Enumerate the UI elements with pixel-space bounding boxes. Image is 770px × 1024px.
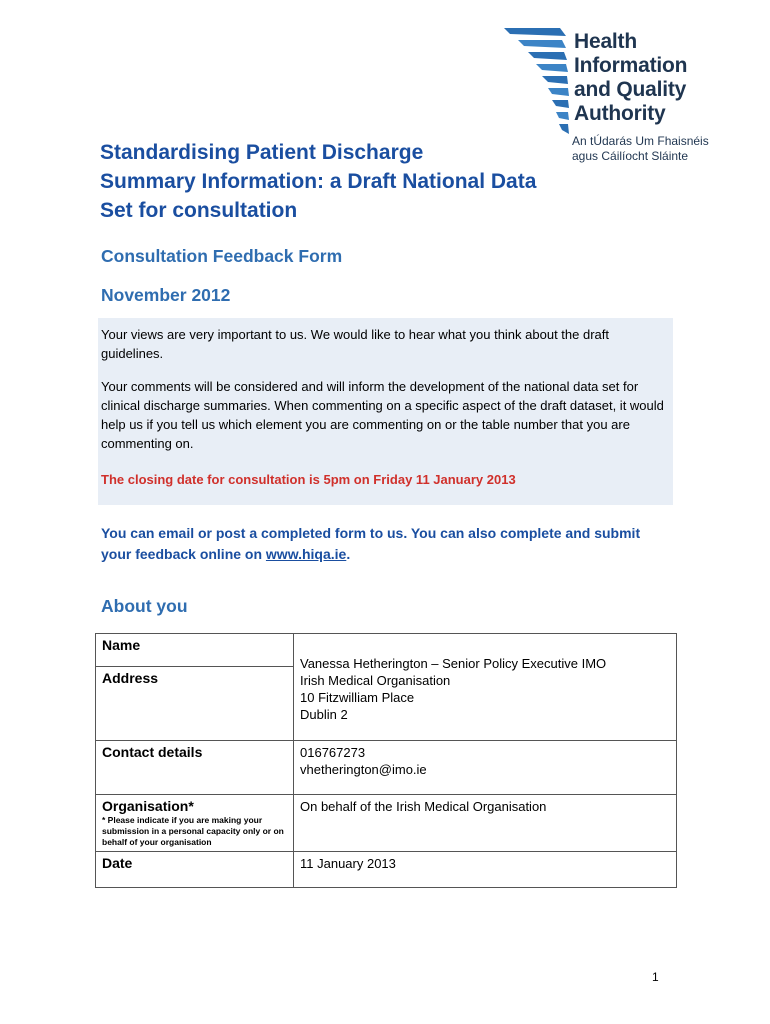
subheading: Consultation Feedback Form <box>101 246 343 266</box>
table-row <box>96 852 677 888</box>
date-heading: November 2012 <box>101 285 231 305</box>
organisation-label-cell <box>96 795 294 852</box>
address-label: Address <box>96 667 294 741</box>
closing-date-notice: The closing date for consultation is 5pm on Friday 11 January 2013 <box>101 472 516 487</box>
title-line: Set for consultation <box>100 199 298 222</box>
logo-swoosh-icon <box>500 24 575 149</box>
table-row <box>96 741 677 795</box>
logo-text-line: and Quality <box>574 78 687 101</box>
name-label: Name <box>96 634 294 667</box>
submit-instructions <box>101 523 661 565</box>
organisation-note: * Please indicate if you are making your submission in a personal capacity only or on behalf of your organisation <box>102 815 284 847</box>
contact-line: 016767273 <box>300 745 366 760</box>
address-line: Vanessa Hetherington – Senior Policy Executive IMO <box>300 656 607 671</box>
table-row <box>96 634 677 667</box>
submit-text: You can email or post a completed form to us. You can also complete and submit your feedback online on <box>101 525 641 562</box>
logo-irish-line: An tÚdarás Um Fhaisnéis <box>572 134 709 148</box>
table-row <box>96 795 677 852</box>
contact-line: vhetherington@imo.ie <box>300 762 427 777</box>
contact-details-field[interactable] <box>294 741 677 795</box>
about-you-table <box>95 633 677 888</box>
logo-irish-line: agus Cáilíocht Sláinte <box>572 149 689 163</box>
logo-text-line: Information <box>574 54 688 77</box>
address-field[interactable] <box>294 634 677 741</box>
title-line: Standardising Patient Discharge <box>100 141 424 164</box>
address-line: Irish Medical Organisation <box>300 673 451 688</box>
about-heading: About you <box>101 596 188 616</box>
submit-end: . <box>346 546 351 562</box>
document-title <box>100 138 660 225</box>
hiqa-website-link[interactable]: www.hiqa.ie <box>265 546 347 562</box>
address-line: Dublin 2 <box>300 707 348 722</box>
organisation-label: Organisation* <box>102 798 194 814</box>
logo-text-line: Authority <box>574 102 666 125</box>
organisation-field[interactable]: On behalf of the Irish Medical Organisation <box>294 795 677 852</box>
page-number: 1 <box>652 970 659 984</box>
address-line: 10 Fitzwilliam Place <box>300 690 415 705</box>
intro-paragraph-2: Your comments will be considered and will inform the development of the national data set for clinical discharge summaries. When commenting on a specific aspect of the draft dataset, it would help us if you tell us which element you are commenting on or the table number that you are commenting on. <box>101 379 664 451</box>
date-label: Date <box>96 852 294 888</box>
date-field[interactable]: 11 January 2013 <box>294 852 677 888</box>
intro-paragraph-1: Your views are very important to us. We would like to hear what you think about the draft guidelines. <box>101 327 609 361</box>
logo-text-line: Health <box>574 30 637 53</box>
contact-details-label: Contact details <box>96 741 294 795</box>
title-line: Summary Information: a Draft National Data <box>100 170 537 193</box>
